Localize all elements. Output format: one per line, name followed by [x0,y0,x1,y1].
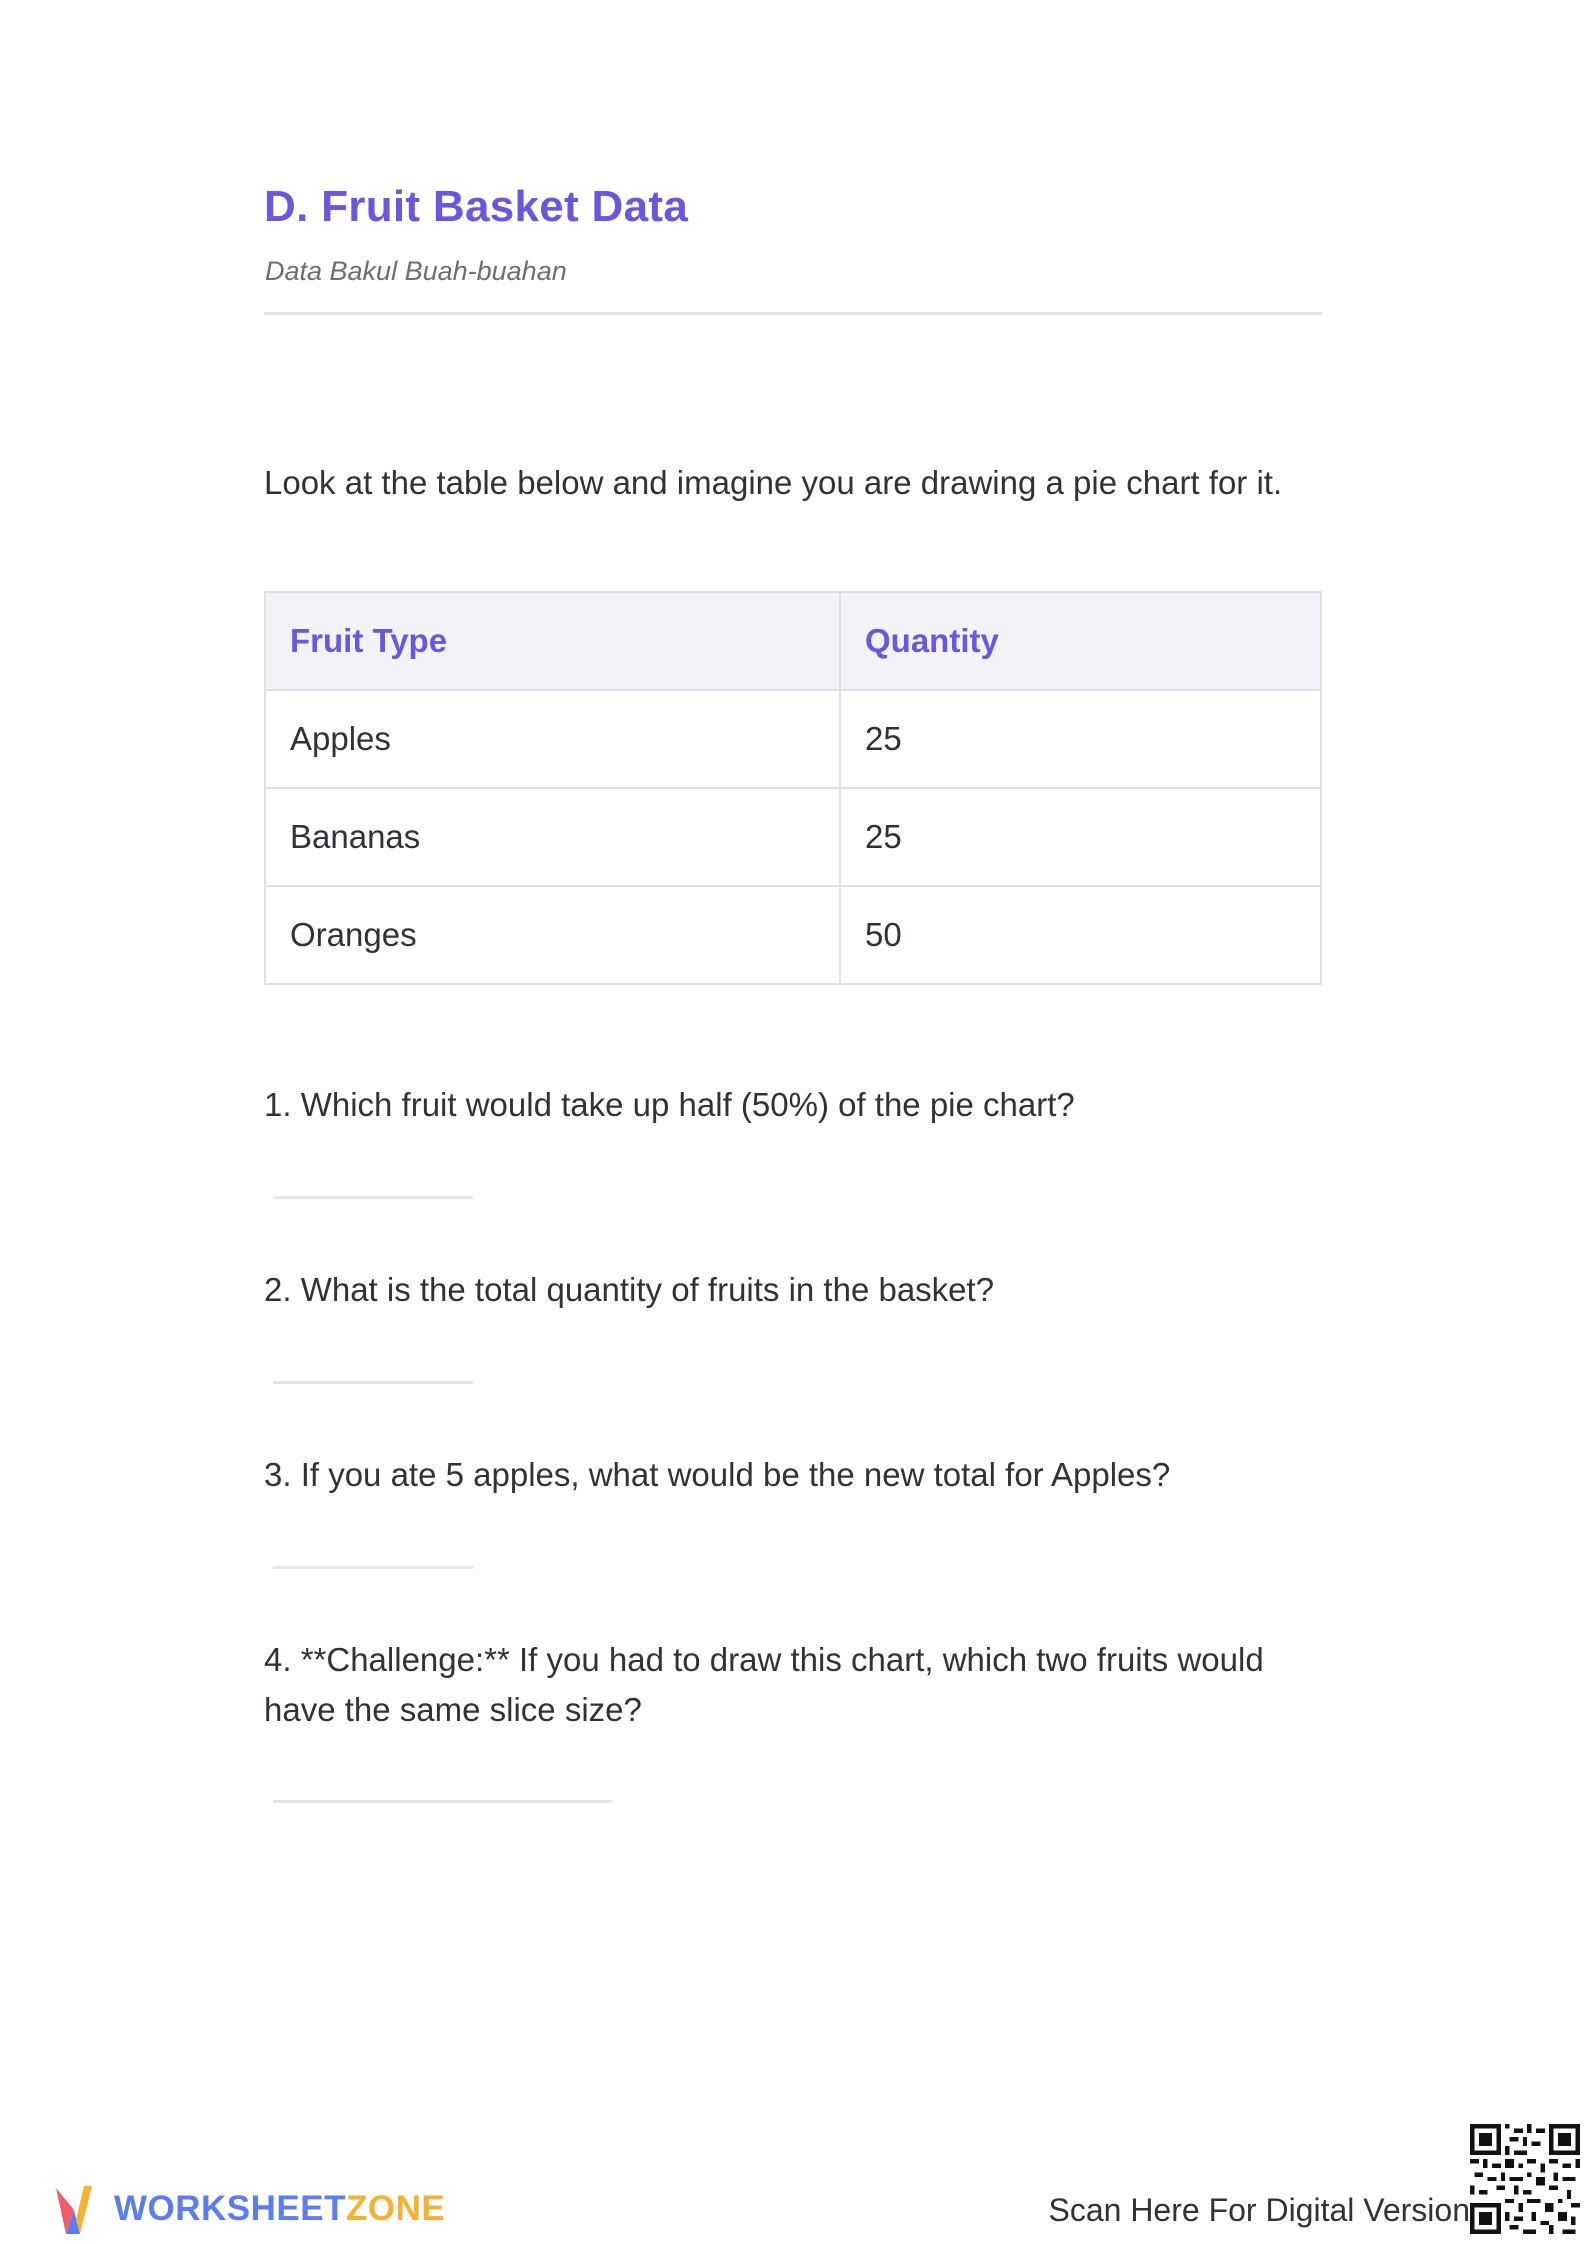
table-row [265,788,1321,886]
fruit-cell: Oranges [265,886,840,984]
quantity-cell: 50 [840,886,1321,984]
fruit-cell: Bananas [265,788,840,886]
scan-caption: Scan Here For Digital Version [1048,2192,1470,2228]
answer-line-2[interactable] [273,1381,473,1384]
table-row [265,690,1321,788]
table-row [265,886,1321,984]
fruit-table [264,591,1322,985]
question-2: 2. What is the total quantity of fruits in the basket? [264,1271,995,1308]
qr-code-icon[interactable] [1470,2124,1580,2234]
brand-name-part1: WORKSHEET [114,2189,346,2228]
question-3: 3. If you ate 5 apples, what would be the new total for Apples? [264,1456,1171,1493]
question-4: 4. **Challenge:** If you had to draw this chart, which two fruits would have the same slice size? [264,1641,1264,1728]
w-logo-icon [54,2180,94,2238]
quantity-cell: 25 [840,690,1321,788]
question-1: 1. Which fruit would take up half (50%) of the pie chart? [264,1086,1075,1123]
fruit-cell: Apples [265,690,840,788]
brand-name [114,2189,445,2229]
column-header-quantity: Quantity [840,592,1321,690]
answer-line-3[interactable] [273,1566,473,1569]
title-divider [264,312,1322,315]
worksheetzone-logo [54,2180,445,2238]
answer-line-4[interactable] [273,1800,612,1803]
page-title: D. Fruit Basket Data [264,182,689,231]
quantity-cell: 25 [840,788,1321,886]
brand-name-part2: ZONE [346,2189,446,2228]
table-header-row [265,592,1321,690]
column-header-fruit-type: Fruit Type [265,592,840,690]
intro-text: Look at the table below and imagine you are drawing a pie chart for it. [264,464,1283,501]
page-subtitle: Data Bakul Buah-buahan [265,256,567,286]
answer-line-1[interactable] [273,1196,473,1199]
